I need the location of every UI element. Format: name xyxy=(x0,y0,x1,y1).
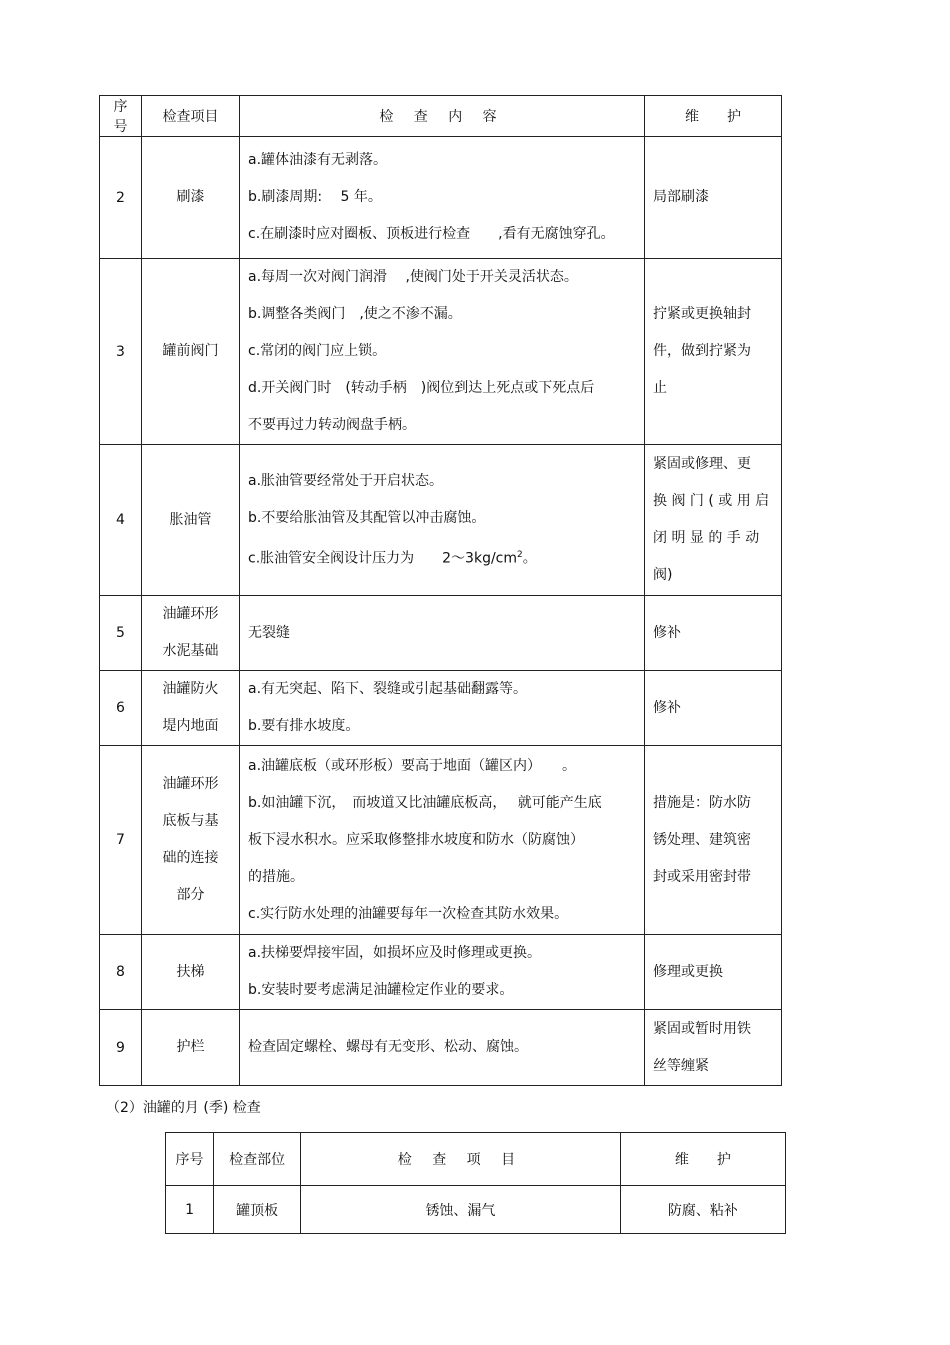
content-line: 不要再过力转动阀盘手柄。 xyxy=(248,417,416,433)
row-content xyxy=(240,596,645,671)
maint-line: 件，做到拧紧为 xyxy=(653,343,751,359)
header-content: 检 查 内 容 xyxy=(240,96,645,137)
table-row xyxy=(100,935,782,1010)
maint-line: 措施是：防水防 xyxy=(653,794,751,811)
row-maintenance xyxy=(645,259,782,445)
table-row xyxy=(100,137,782,259)
monthly-inspection-table xyxy=(165,1132,786,1234)
row-number: 2 xyxy=(100,137,142,259)
content-line: 无裂缝 xyxy=(248,624,290,641)
maint-line: 止 xyxy=(653,380,667,396)
maint-line: 紧固或暂时用铁 xyxy=(653,1020,751,1037)
maint-line: 修补 xyxy=(653,624,681,641)
row-maintenance xyxy=(645,596,782,671)
row-content xyxy=(240,259,645,445)
row-item xyxy=(142,746,240,935)
maint-line: 紧固或修理、更 xyxy=(653,456,751,472)
row-content xyxy=(240,746,645,935)
row-item xyxy=(142,445,240,596)
table-row xyxy=(100,445,782,596)
content-line: a.油罐底板（或环形板）要高于地面（罐区内） 。 xyxy=(248,757,577,774)
content-line: a.每周一次对阀门润滑 ,使阀门处于开关灵活状态。 xyxy=(248,269,578,285)
row-number: 1 xyxy=(166,1186,214,1234)
item-line: 油罐环形 xyxy=(162,776,219,792)
table-row xyxy=(100,596,782,671)
row-maintenance xyxy=(645,746,782,935)
maint-line: 换 阀 门 ( 或 用 启 xyxy=(653,493,770,509)
content-line xyxy=(248,537,636,578)
header-item: 检 查 项 目 xyxy=(301,1133,621,1186)
row-content xyxy=(240,935,645,1010)
item-line: 础的连接 xyxy=(162,850,219,866)
content-tail: 。 xyxy=(522,550,537,567)
content-line: b.不要给胀油管及其配管以冲击腐蚀。 xyxy=(248,509,486,526)
header-item: 检查项目 xyxy=(142,96,240,137)
item-line: 油罐环形 xyxy=(162,606,219,622)
table-row xyxy=(100,746,782,935)
item-line: 油罐防火 xyxy=(162,681,219,697)
item-line: 堤内地面 xyxy=(162,718,219,734)
row-item xyxy=(142,259,240,445)
maint-line: 锈处理、建筑密 xyxy=(653,831,751,848)
row-content xyxy=(240,137,645,259)
row-maintenance xyxy=(645,445,782,596)
row-number: 7 xyxy=(100,746,142,935)
content-text: c.胀油管安全阀设计压力为 2～3kg/cm xyxy=(248,550,518,567)
row-item: 锈蚀、漏气 xyxy=(301,1186,621,1234)
row-number: 8 xyxy=(100,935,142,1010)
item-line: 水泥基础 xyxy=(162,643,219,659)
maint-line: 阀) xyxy=(653,567,673,583)
content-line: b.要有排水坡度。 xyxy=(248,718,360,734)
table-row xyxy=(100,259,782,445)
row-item xyxy=(142,596,240,671)
content-line: c.在刷漆时应对圈板、顶板进行检查 ,看有无腐蚀穿孔。 xyxy=(248,226,615,242)
content-line: d.开关阀门时 (转动手柄 )阀位到达上死点或下死点后 xyxy=(248,380,595,396)
row-content xyxy=(240,445,645,596)
row-item xyxy=(142,1010,240,1086)
table-row xyxy=(100,1010,782,1086)
table-row xyxy=(166,1186,786,1234)
row-number: 4 xyxy=(100,445,142,596)
content-line: b.刷漆周期: 5 年。 xyxy=(248,189,382,205)
row-number: 5 xyxy=(100,596,142,671)
header-maintenance: 维 护 xyxy=(645,96,782,137)
content-line: a.扶梯要焊接牢固，如损坏应及时修理或更换。 xyxy=(248,945,542,961)
maint-line: 丝等缠紧 xyxy=(653,1057,709,1074)
row-number: 3 xyxy=(100,259,142,445)
maint-line: 局部刷漆 xyxy=(653,189,709,205)
row-part: 罐顶板 xyxy=(214,1186,301,1234)
inspection-table xyxy=(99,95,782,1086)
row-item xyxy=(142,137,240,259)
item-line: 扶梯 xyxy=(176,963,205,980)
superscript: 2 xyxy=(517,549,523,560)
item-line: 胀油管 xyxy=(169,511,212,528)
item-line: 罐前阀门 xyxy=(162,343,219,359)
item-line: 部分 xyxy=(176,887,205,903)
table-row xyxy=(100,671,782,746)
content-line: b.调整各类阀门 ,使之不渗不漏。 xyxy=(248,306,462,322)
maint-line: 修补 xyxy=(653,699,681,716)
row-content xyxy=(240,1010,645,1086)
row-maintenance xyxy=(645,935,782,1010)
row-item xyxy=(142,671,240,746)
row-number: 9 xyxy=(100,1010,142,1086)
maint-line: 封或采用密封带 xyxy=(653,868,751,885)
header-no: 序号 xyxy=(166,1133,214,1186)
section-caption: （2）油罐的月 (季) 检查 xyxy=(106,1100,261,1116)
maint-line: 修理或更换 xyxy=(653,963,723,980)
header-part: 检查部位 xyxy=(214,1133,301,1186)
header-maintenance: 维 护 xyxy=(620,1133,785,1186)
table-header-row xyxy=(100,96,782,137)
content-line: 板下浸水积水。应采取修整排水坡度和防水（防腐蚀） xyxy=(248,831,584,848)
row-maintenance xyxy=(645,671,782,746)
item-line: 护栏 xyxy=(176,1039,205,1055)
row-maintenance xyxy=(645,137,782,259)
content-line: 的措施。 xyxy=(248,868,304,885)
item-line: 底板与基 xyxy=(162,813,219,829)
content-line: 检查固定螺栓、螺母有无变形、松动、腐蚀。 xyxy=(248,1039,528,1055)
row-number: 6 xyxy=(100,671,142,746)
header-no: 序号 xyxy=(100,96,142,137)
content-line: a.胀油管要经常处于开启状态。 xyxy=(248,472,444,489)
content-line: c.常闭的阀门应上锁。 xyxy=(248,343,387,359)
content-line: b.如油罐下沉， 而坡道又比油罐底板高， 就可能产生底 xyxy=(248,794,602,811)
content-line: a.罐体油漆有无剥落。 xyxy=(248,152,388,168)
item-line: 刷漆 xyxy=(176,189,205,205)
maint-line: 闭 明 显 的 手 动 xyxy=(653,530,760,546)
content-line: a.有无突起、陷下、裂缝或引起基础翻露等。 xyxy=(248,681,528,697)
content-line: c.实行防水处理的油罐要每年一次检查其防水效果。 xyxy=(248,905,569,922)
row-maintenance xyxy=(645,1010,782,1086)
maint-line: 拧紧或更换轴封 xyxy=(653,306,751,322)
row-content xyxy=(240,671,645,746)
row-item xyxy=(142,935,240,1010)
content-line: b.安装时要考虑满足油罐检定作业的要求。 xyxy=(248,982,514,998)
row-maintenance: 防腐、粘补 xyxy=(620,1186,785,1234)
table-header-row xyxy=(166,1133,786,1186)
